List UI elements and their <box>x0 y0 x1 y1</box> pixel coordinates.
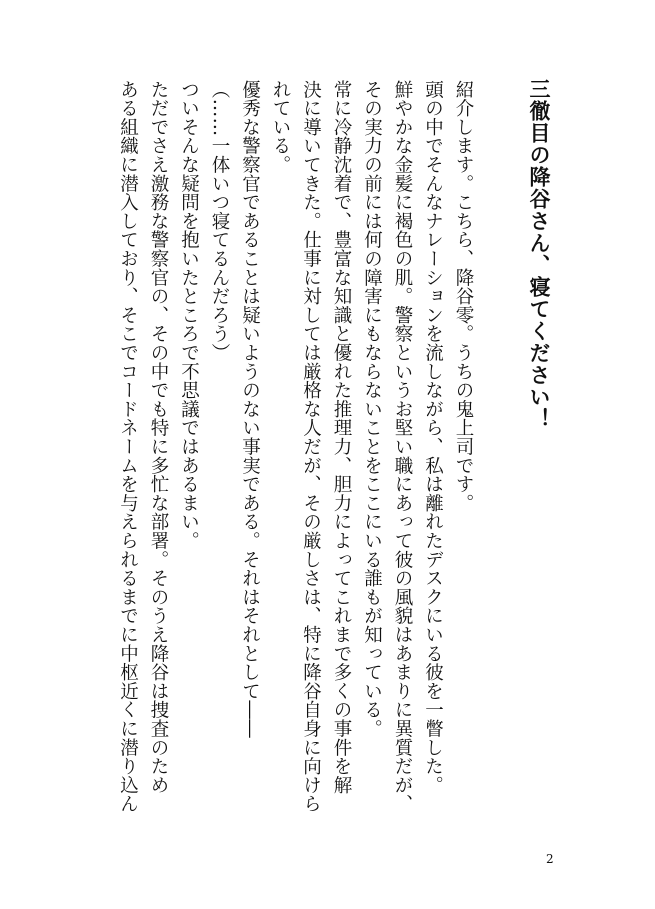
text-line: （……一体いつ寝てるんだろう） <box>209 80 230 362</box>
chapter-title: 三徹目の降谷さん、寝てください！ <box>527 78 551 430</box>
text-line: 決に導いてきた。仕事に対しては厳格な人だが、その厳しさは、特に降谷自身に向けら <box>300 80 322 814</box>
body-text <box>112 80 478 840</box>
page-number: 2 <box>546 852 554 866</box>
text-line: ついそんな疑問を抱いたところで不思議ではあるまい。 <box>178 80 200 550</box>
text-line: 鮮やかな金髪に褐色の肌。警察というお堅い職にあって彼の風貌はあまりに異質だが、 <box>392 80 413 814</box>
text-line: 優秀な警察官であることは疑いようのない事実である。それはそれとして―― <box>239 80 261 738</box>
text-line: 常に冷静沈着で、豊富な知識と優れた推理力、胆力によってこれまで多くの事件を解 <box>331 80 352 795</box>
text-line: ある組織に潜入しており、そこでコードネームを与えられるまでに中枢近くに潜り込ん <box>117 80 139 814</box>
text-line: その実力の前には何の障害にもならないことをここにいる誰もが知っている。 <box>361 80 383 738</box>
text-line: ただでさえ激務な警察官の、その中でも特に多忙な部署。そのうえ降谷は捜査のため <box>148 80 169 795</box>
text-line: 頭の中でそんなナレーションを流しながら、私は離れたデスクにいる彼を一瞥した。 <box>422 80 444 795</box>
text-line: れている。 <box>270 80 291 174</box>
text-line: 紹介します。こちら、降谷零。うちの鬼上司です。 <box>453 80 474 513</box>
